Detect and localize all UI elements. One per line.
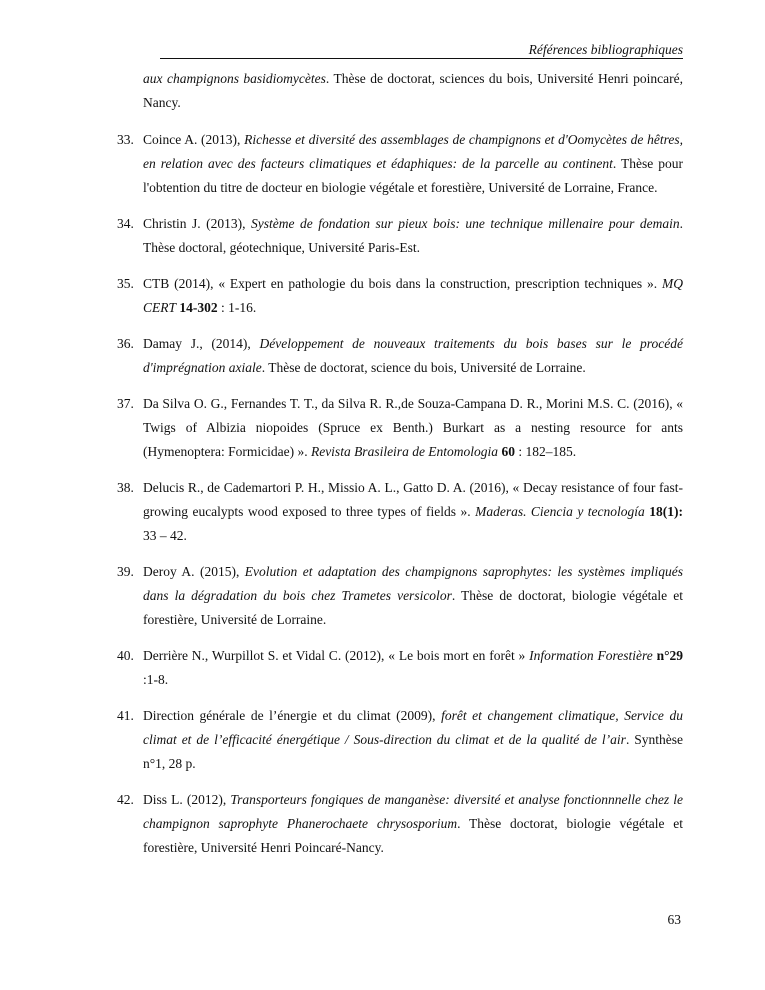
italic-title: Information Forestière xyxy=(529,648,653,663)
reference-text: 33 – 42. xyxy=(143,528,187,543)
reference-text: . Thèse de doctorat, science du bois, Université de Lorraine. xyxy=(261,360,586,375)
reference-item xyxy=(117,272,683,320)
reference-text: . Thèse de doctorat, biologie végétale et forestière, Université de Lorraine. xyxy=(143,588,683,627)
reference-list xyxy=(117,67,683,872)
reference-text: Derrière N., Wurpillot S. et Vidal C. (2012), « Le bois mort en forêt » xyxy=(143,648,530,663)
reference-number: 41. xyxy=(117,708,134,723)
reference-item xyxy=(117,644,683,692)
italic-title: Maderas. Ciencia y tecnología xyxy=(475,504,645,519)
reference-number: 38. xyxy=(117,480,134,495)
reference-text: Coince A. (2013), xyxy=(143,132,245,147)
reference-item xyxy=(117,476,683,548)
reference-number: 34. xyxy=(117,216,134,231)
italic-title: Système de fondation sur pieux bois: une technique millenaire pour demain xyxy=(251,216,680,231)
italic-title: forêt et changement climatique, Service du climat et de l’efficacité énergétique / Sous-direction du climat et de la qualité de l’air xyxy=(143,708,683,747)
page-number: 63 xyxy=(667,912,681,927)
reference-number: 35. xyxy=(117,276,134,291)
reference-entries xyxy=(117,128,683,860)
reference-text: . Synthèse n°1, 28 p. xyxy=(143,732,684,771)
reference-item xyxy=(117,128,683,200)
italic-title: aux champignons basidiomycètes xyxy=(143,71,326,86)
reference-item xyxy=(117,332,683,380)
italic-title: Evolution et adaptation des champignons saprophytes: les systèmes impliqués dans la dégradation du bois chez Trametes versicolor xyxy=(143,564,683,603)
reference-number: 40. xyxy=(117,648,134,663)
bold-volume: 18(1): xyxy=(649,504,683,519)
reference-item xyxy=(117,212,683,260)
reference-continuation xyxy=(143,67,683,115)
reference-item xyxy=(117,392,683,464)
running-header: Références bibliographiques xyxy=(160,42,683,59)
bold-volume: 60 xyxy=(501,444,515,459)
reference-text: Delucis R., de Cademartori P. H., Missio A. L., Gatto D. A. (2016), « Decay resistance of four fast-growing eucalypts wood exposed to three types of fields ». xyxy=(143,480,683,519)
reference-text: :1-8. xyxy=(143,672,169,687)
reference-item xyxy=(117,788,683,860)
italic-title: Richesse et diversité des assemblages de champignons et d'Oomycètes de hêtres, en relation avec des facteurs climatiques et édaphiques: de la parcelle au continent xyxy=(143,132,683,171)
bold-volume: 14-302 xyxy=(179,300,218,315)
reference-item xyxy=(117,704,683,776)
italic-title: MQ CERT xyxy=(143,276,683,315)
reference-number: 37. xyxy=(117,396,134,411)
reference-text: Christin J. (2013), xyxy=(143,216,251,231)
reference-text: Direction générale de l’énergie et du climat (2009), xyxy=(143,708,442,723)
italic-title: Développement de nouveaux traitements du bois bases sur le procédé d'imprégnation axiale xyxy=(143,336,684,375)
reference-text: Diss L. (2012), xyxy=(143,792,231,807)
reference-item xyxy=(117,560,683,632)
reference-text: Da Silva O. G., Fernandes T. T., da Silva R. R.,de Souza-Campana D. R., Morini M.S. C. (2016), « Twigs of Albizia niopoides (Spruce ex Benth.) Burkart as a nesting resource for ants (Hymenoptera: Formicidae) ». xyxy=(143,396,683,459)
reference-text: . Thèse doctoral, géotechnique, Université Paris-Est. xyxy=(143,216,683,255)
bold-volume: n°29 xyxy=(656,648,684,663)
italic-title: Revista Brasileira de Entomologia xyxy=(310,444,499,459)
reference-text: : 182–185. xyxy=(514,444,577,459)
reference-number: 36. xyxy=(117,336,134,351)
italic-title: Transporteurs fongiques de manganèse: diversité et analyse fonctionnnelle chez le champignon saprophyte Phanerochaete chrysosporium xyxy=(143,792,683,831)
reference-number: 42. xyxy=(117,792,134,807)
reference-text: . Thèse pour l'obtention du titre de docteur en biologie végétale et forestière, Université de Lorraine, France. xyxy=(143,156,683,195)
reference-text: Damay J., (2014), xyxy=(143,336,260,351)
reference-text: CTB (2014), « Expert en pathologie du bois dans la construction, prescription techniques ». xyxy=(143,276,662,291)
reference-number: 39. xyxy=(117,564,134,579)
reference-text: . Thèse doctorat, biologie végétale et forestière, Université Henri Poincaré-Nancy. xyxy=(143,816,683,855)
reference-text: Deroy A. (2015), xyxy=(143,564,245,579)
reference-text: : 1-16. xyxy=(217,300,257,315)
reference-text: . Thèse de doctorat, sciences du bois, Université Henri poincaré, Nancy. xyxy=(143,71,683,110)
reference-number: 33. xyxy=(117,132,134,147)
